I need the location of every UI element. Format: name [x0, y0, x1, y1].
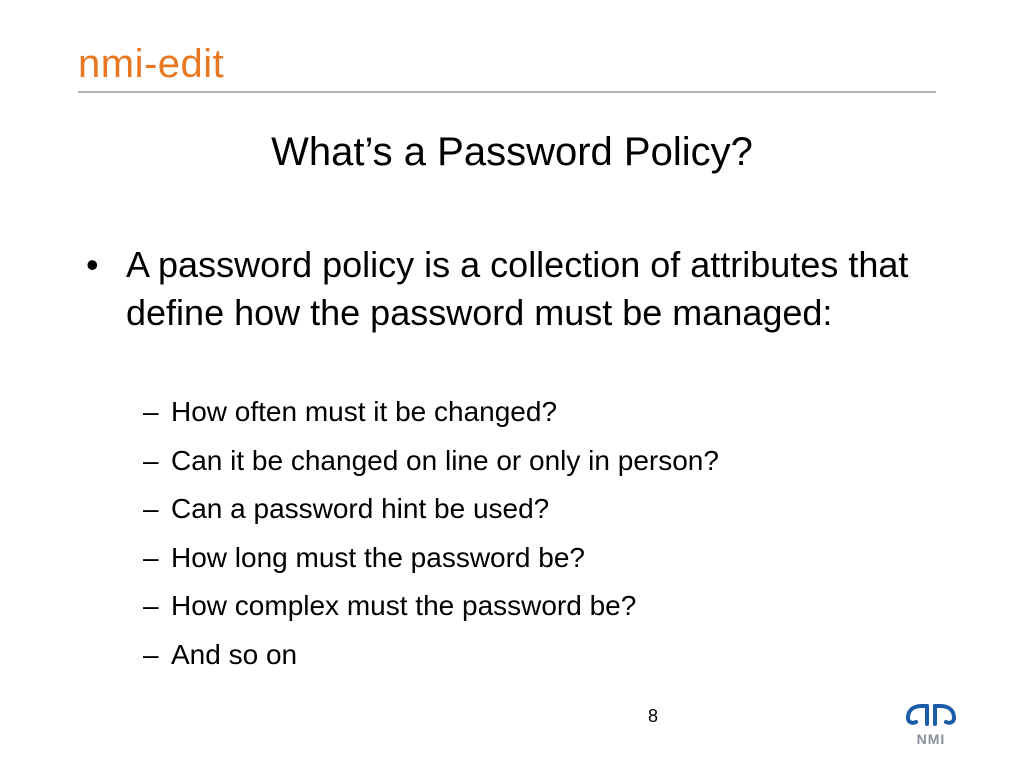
sub-bullet-text: How long must the password be?	[171, 541, 585, 573]
sub-bullet-item	[143, 582, 963, 631]
logo-wordmark: NMI	[916, 731, 946, 747]
sub-bullet-item	[143, 485, 963, 534]
main-bullet-text: A password policy is a collection of attributes that define how the password must be managed:	[126, 244, 909, 333]
sub-bullet-marker: –	[143, 396, 159, 427]
sub-bullet-marker: –	[143, 541, 159, 573]
sub-bullet-text: How complex must the password be?	[171, 590, 637, 622]
sub-bullet-marker: –	[143, 638, 159, 670]
page-number: 8	[648, 706, 659, 726]
sub-bullet-marker: –	[143, 493, 159, 525]
slide-title: What’s a Password Policy?	[271, 130, 753, 174]
sub-bullet-text: Can it be changed on line or only in person?	[171, 444, 719, 476]
sub-bullet-text: And so on	[171, 638, 298, 670]
sub-bullet-text: Can a password hint be used?	[171, 493, 550, 525]
sub-bullet-item	[143, 631, 963, 680]
sub-bullet-text: How often must it be changed?	[171, 396, 558, 427]
sub-bullet-marker: –	[143, 444, 159, 476]
main-bullet	[86, 241, 946, 337]
sub-bullet-marker: –	[143, 590, 159, 622]
header-divider	[78, 91, 936, 93]
sub-bullet-item	[143, 437, 963, 486]
bullet-marker: •	[86, 244, 99, 285]
sub-bullet-list	[143, 388, 963, 680]
sub-bullet-item	[143, 388, 963, 437]
sub-bullet-item	[143, 534, 963, 583]
brand-title: nmi-edit	[78, 42, 225, 86]
